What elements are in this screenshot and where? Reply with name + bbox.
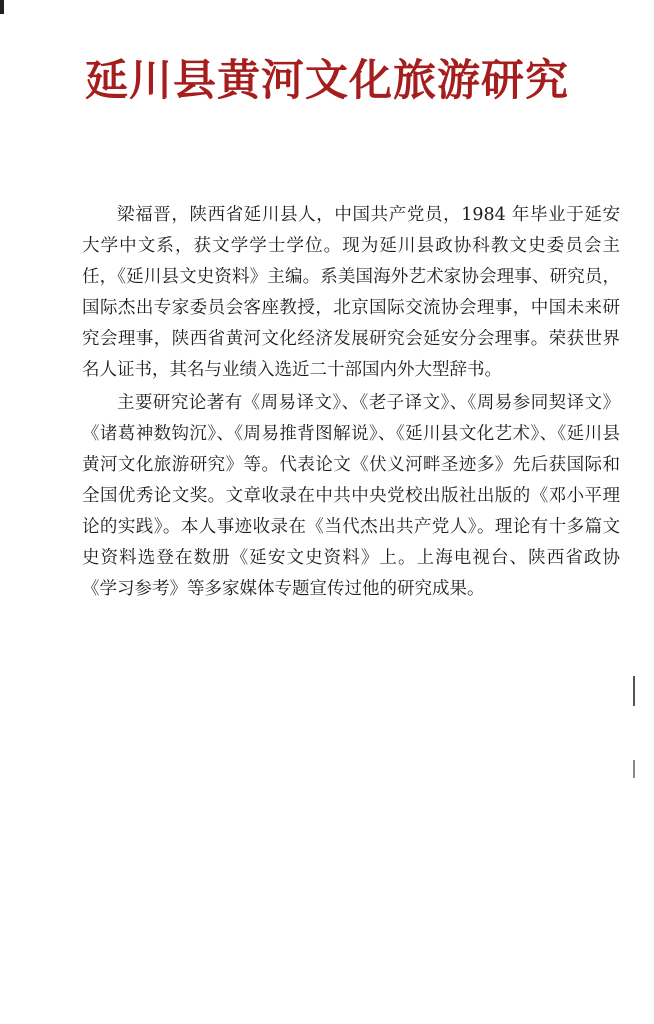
paragraph-biography: 梁福晋，陕西省延川县人，中国共产党员，1984 年毕业于延安大学中文系，获文学学士学位。现为延川县政协科教文史委员会主任，《延川县文史资料》主编。系美国海外艺术家协会理事、研究员，国际杰出专家委员会客座教授，北京国际交流协会理事，中国未来研究会理事，陕西省黄河文化经济发展研究会延安分会理事。荣获世界名人证书，其名与业绩入选近二十部国内外大型辞书。 — [82, 205, 620, 380]
scan-edge-mark — [633, 676, 635, 706]
scan-corner-mark — [0, 0, 4, 14]
paragraph-works: 主要研究论著有《周易译文》、《老子译文》、《周易参同契译文》《诸葛神数钩沉》、《周易推背图解说》、《延川县文化艺术》、《延川县黄河文化旅游研究》等。代表论文《伏义河畔圣迹多》先后获国际和全国优秀论文奖。文章收录在中共中央党校出版社出版的《邓小平理论的实践》。本人事迹收录在《当代杰出共产党人》。理论有十多篇文史资料选登在数册《延安文史资料》上。上海电视台、陕西省政协《学习参考》等多家媒体专题宣传过他的研究成果。 — [82, 393, 620, 599]
author-bio — [82, 200, 620, 605]
scan-edge-mark — [633, 760, 635, 778]
page-title: 延川县黄河文化旅游研究 — [85, 56, 569, 106]
